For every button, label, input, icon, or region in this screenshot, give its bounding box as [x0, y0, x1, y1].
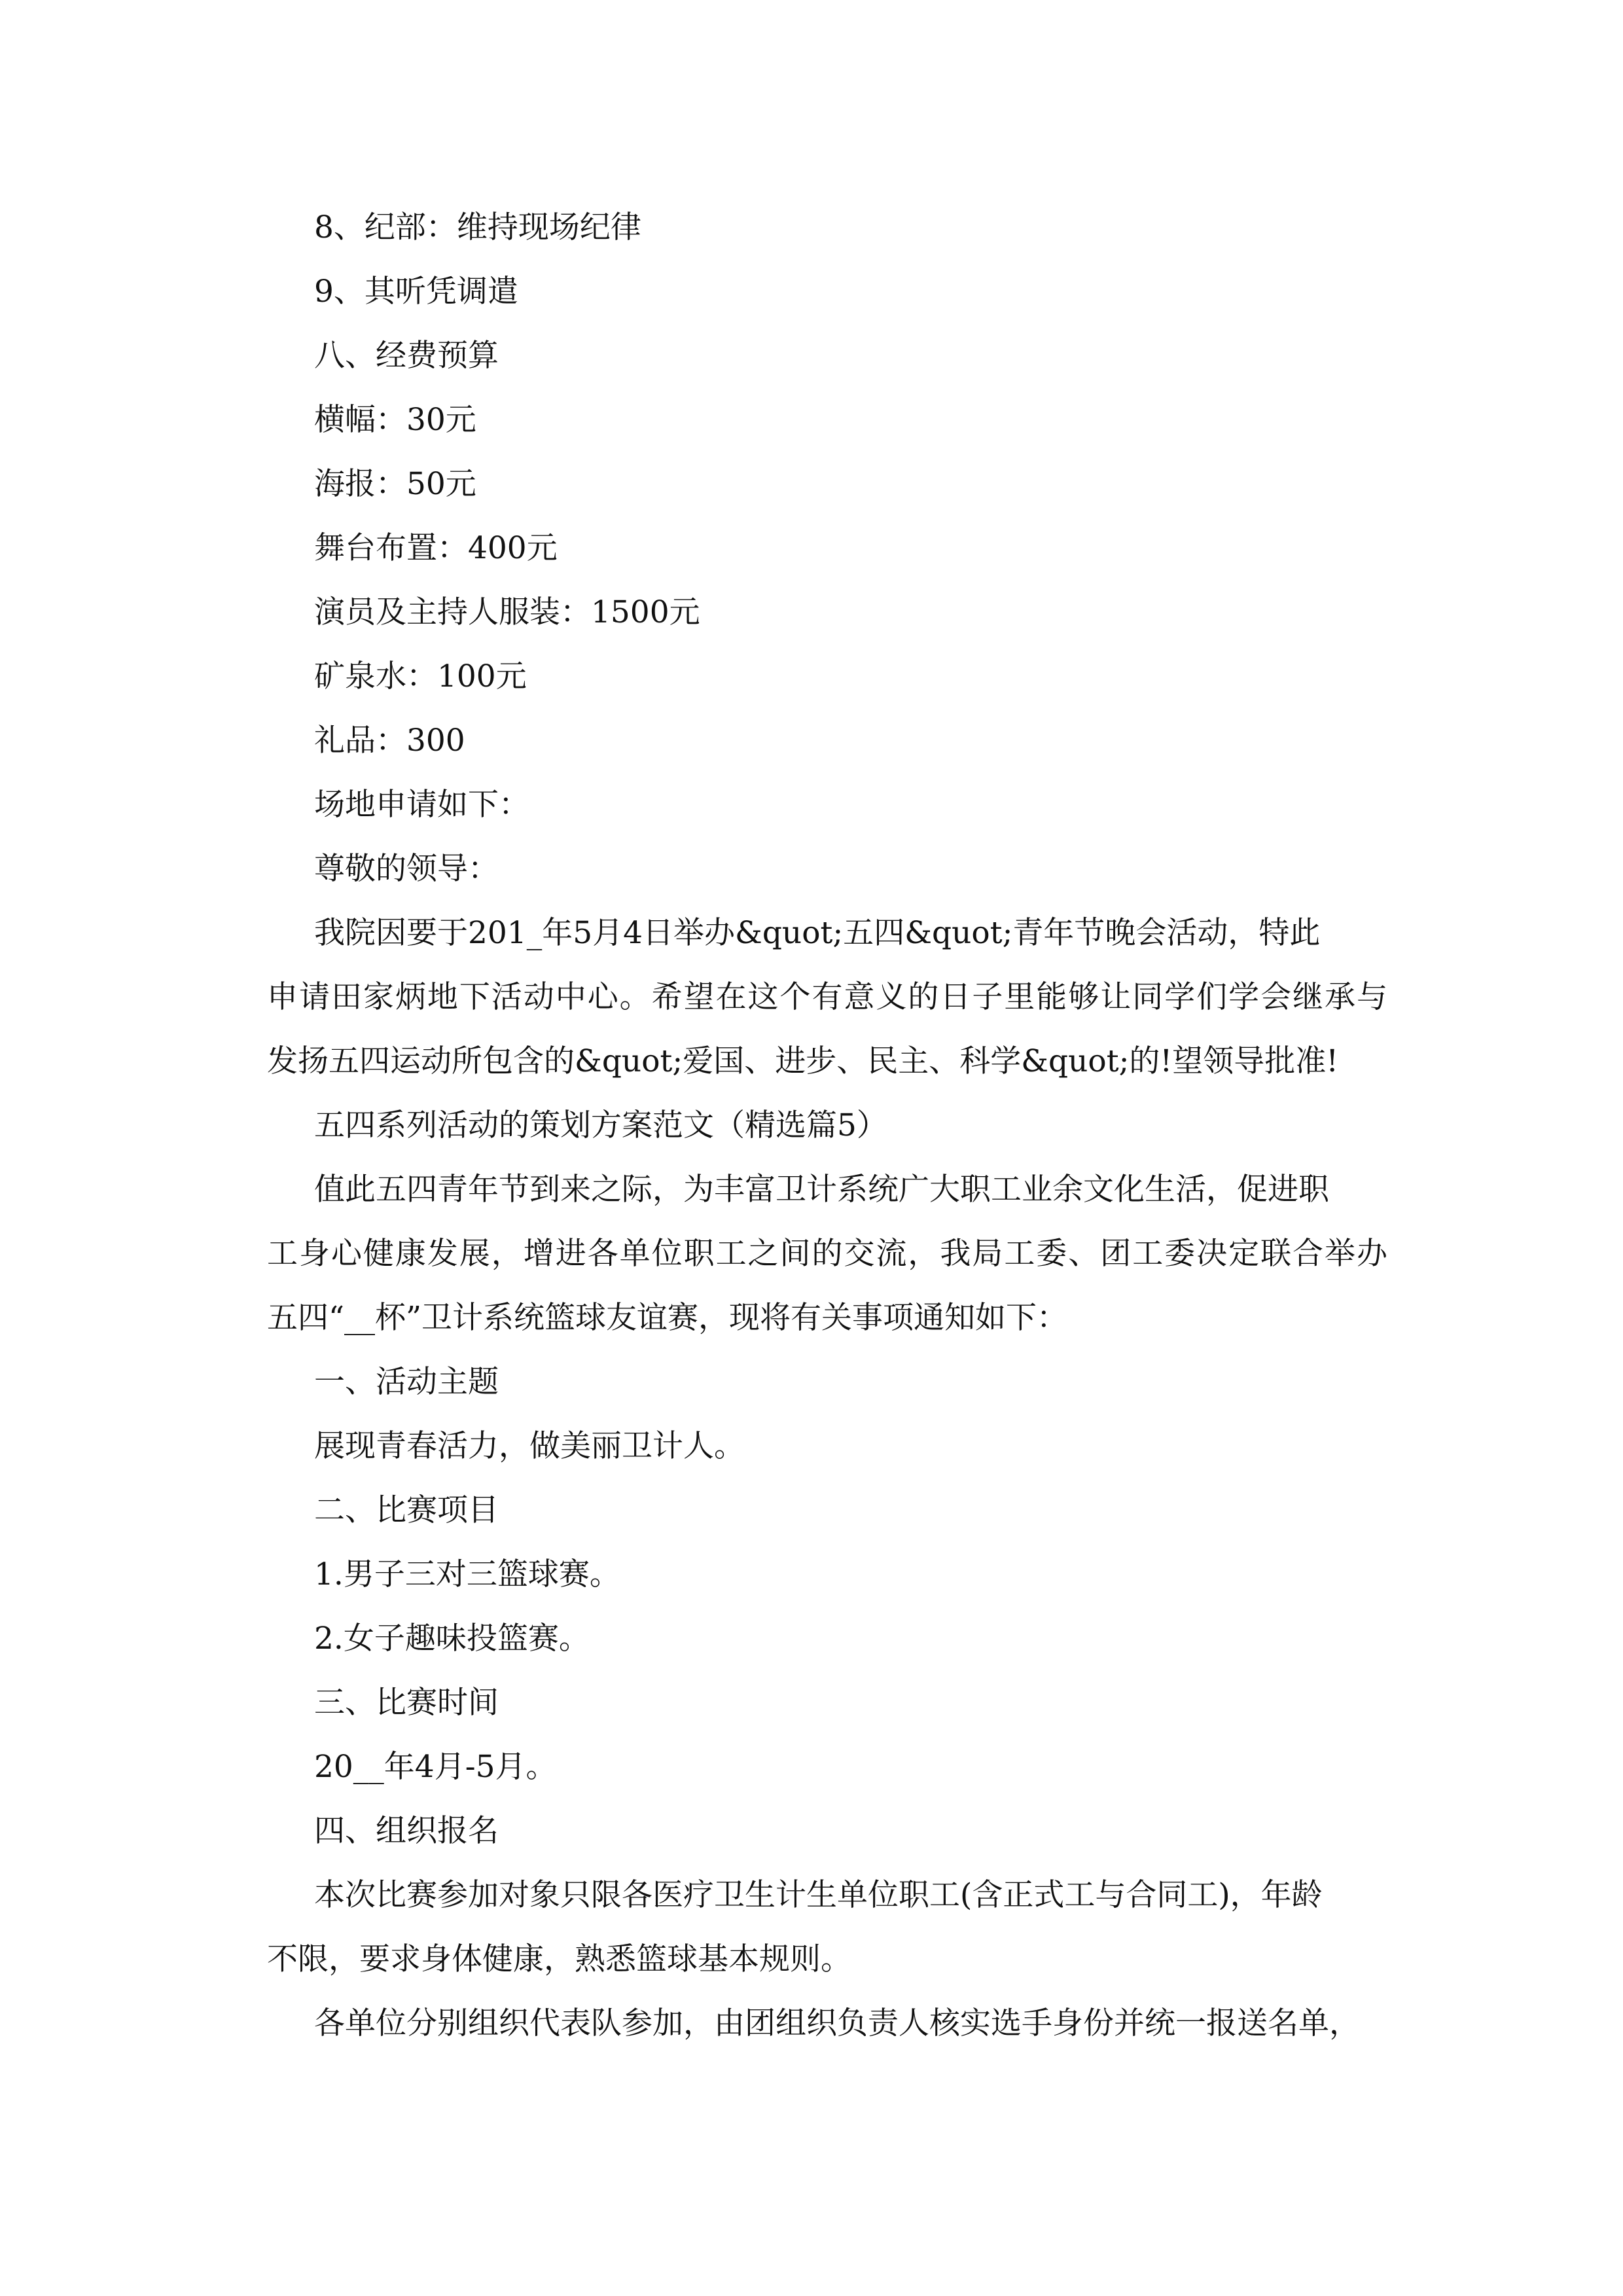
- paragraph-line: 发扬五四运动所包含的&quot;爱国、进步、民主、科学&quot;的!望领导批准!: [267, 1043, 1339, 1079]
- section-heading: 一、活动主题: [314, 1364, 499, 1400]
- section-heading: 三、比赛时间: [314, 1685, 499, 1721]
- paragraph-line: 横幅：30元: [314, 402, 476, 438]
- paragraph-line: 20__年4月-5月。: [314, 1749, 557, 1785]
- paragraph-line: 申请田家炳地下活动中心。希望在这个有意义的日子里能够让同学们学会继承与: [267, 979, 1387, 1015]
- paragraph-line: 8、纪部：维持现场纪律: [314, 209, 641, 245]
- paragraph-line: 不限，要求身体健康，熟悉篮球基本规则。: [267, 1941, 851, 1977]
- paragraph-line: 工身心健康发展，增进各单位职工之间的交流，我局工委、团工委决定联合举办: [267, 1236, 1387, 1272]
- paragraph-line: 1.男子三对三篮球赛。: [314, 1556, 620, 1592]
- paragraph-line: 矿泉水：100元: [314, 658, 527, 694]
- paragraph-line: 2.女子趣味投篮赛。: [314, 1621, 590, 1657]
- section-heading: 八、经费预算: [314, 338, 499, 374]
- paragraph-line: 礼品：300: [314, 723, 465, 759]
- paragraph-line: 我院因要于201_年5月4日举办&quot;五四&quot;青年节晚会活动，特此: [314, 915, 1321, 951]
- paragraph-line: 舞台布置：400元: [314, 530, 558, 566]
- paragraph-line: 五四“__杯”卫计系统篮球友谊赛，现将有关事项通知如下：: [267, 1300, 1068, 1336]
- paragraph-line: 9、其听凭调遣: [314, 274, 518, 310]
- paragraph-line: 展现青春活力，做美丽卫计人。: [314, 1428, 745, 1464]
- paragraph-line: 值此五四青年节到来之际，为丰富卫计系统广大职工业余文化生活，促进职: [314, 1172, 1329, 1208]
- section-heading: 二、比赛项目: [314, 1492, 499, 1528]
- paragraph-line: 场地申请如下：: [314, 787, 529, 823]
- paragraph-line: 演员及主持人服装：1500元: [314, 594, 700, 630]
- paragraph-line: 各单位分别组织代表队参加，由团组织负责人核实选手身份并统一报送名单，: [314, 2005, 1360, 2041]
- paragraph-line: 海报：50元: [314, 466, 476, 502]
- paragraph-line: 尊敬的领导：: [314, 851, 499, 887]
- section-heading: 四、组织报名: [314, 1813, 499, 1849]
- paragraph-line: 本次比赛参加对象只限各医疗卫生计生单位职工(含正式工与合同工)，年龄: [314, 1877, 1323, 1913]
- section-title: 五四系列活动的策划方案范文（精选篇5）: [314, 1107, 887, 1143]
